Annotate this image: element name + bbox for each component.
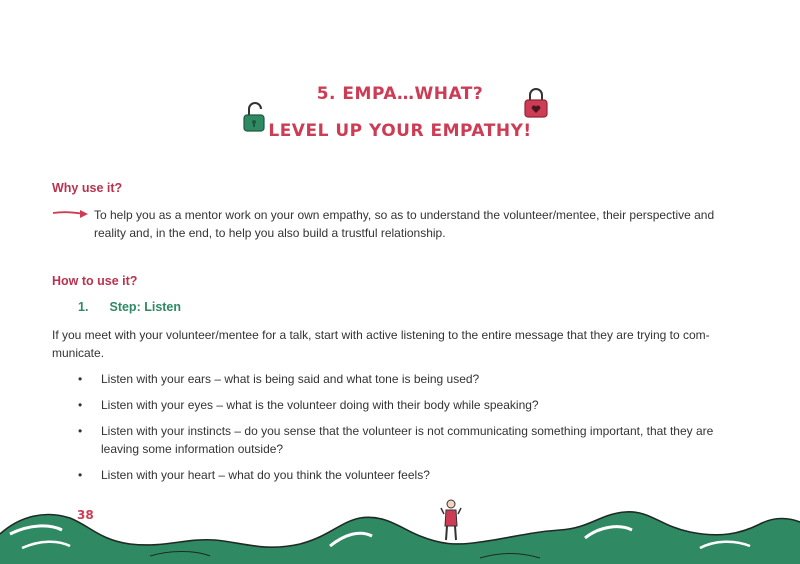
why-text-line2: reality and, in the end, to help you also build a trustful relationship.: [94, 226, 446, 240]
page-number: 38: [77, 508, 94, 522]
bullet-dot-icon: •: [78, 398, 83, 412]
bullet-dot-icon: •: [78, 468, 83, 482]
intro-text-line1: If you meet with your volunteer/mentee for a talk, start with active listening to the entire message that they are trying to com-: [52, 328, 710, 342]
step-number: 1.: [78, 300, 89, 314]
list-item-text: Listen with your instincts – do you sense that the volunteer is not communicating something important, that they are: [101, 424, 714, 438]
step-label: Step: Listen: [109, 300, 182, 314]
bullet-dot-icon: •: [78, 424, 83, 438]
list-item-text: Listen with your heart – what do you think the volunteer feels?: [101, 468, 430, 482]
person-illustration: [439, 498, 463, 546]
heart-padlock-icon: [522, 87, 550, 119]
why-heading: Why use it?: [52, 181, 123, 195]
page-title-line1: 5. EMPA…WHAT?: [316, 84, 484, 104]
page-title-line2: LEVEL UP YOUR EMPATHY!: [268, 121, 532, 141]
decorative-waves-illustration: [0, 488, 800, 564]
why-text-line1: To help you as a mentor work on your own empathy, so as to understand the volunteer/mentee, their perspective and: [94, 208, 715, 222]
step-listen: [78, 300, 181, 314]
list-item-text: Listen with your eyes – what is the volunteer doing with their body while speaking?: [101, 398, 539, 412]
bullet-dot-icon: •: [78, 372, 83, 386]
unlocked-padlock-icon: [241, 101, 269, 133]
intro-text-line2: municate.: [52, 346, 105, 360]
list-item-text: leaving some information outside?: [101, 442, 284, 456]
list-item-text: Listen with your ears – what is being said and what tone is being used?: [101, 372, 480, 386]
how-heading: How to use it?: [52, 274, 138, 288]
arrow-right-icon: [52, 208, 92, 220]
